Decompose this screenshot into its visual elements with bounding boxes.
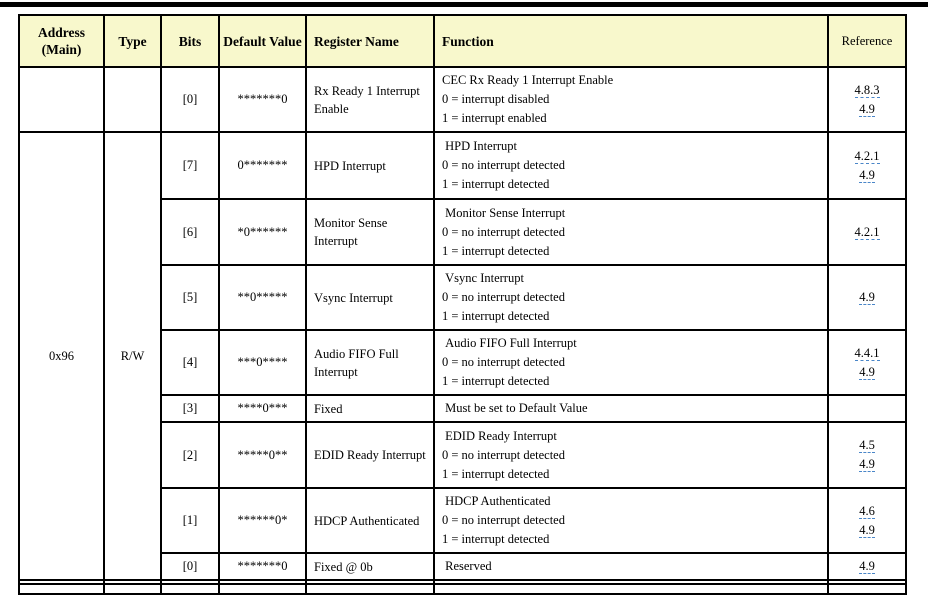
bits-cell: [3] <box>161 395 219 422</box>
bits-cell: [5] <box>161 265 219 330</box>
header-default-value: Default Value <box>219 15 306 67</box>
reference-link[interactable]: 4.4.1 <box>854 345 880 360</box>
table-row <box>19 132 906 199</box>
header-bits: Bits <box>161 15 219 67</box>
default-value-cell: ****0*** <box>219 395 306 422</box>
header-reference: Reference <box>828 15 906 67</box>
bits-cell: [2] <box>161 422 219 488</box>
reference-cell <box>828 265 906 330</box>
reference-cell <box>828 488 906 553</box>
reference-cell <box>828 199 906 265</box>
reference-link[interactable]: 4.2.1 <box>854 224 880 239</box>
default-value-cell: *******0 <box>219 67 306 132</box>
bits-cell: [0] <box>161 67 219 132</box>
function-line: 0 = no interrupt detected <box>442 290 565 304</box>
reference-link[interactable]: 4.9 <box>859 364 875 379</box>
reference-link[interactable]: 4.9 <box>859 167 875 182</box>
function-line: Must be set to Default Value <box>442 401 588 415</box>
function-cell <box>434 265 828 330</box>
register-name-cell: Rx Ready 1 Interrupt Enable <box>306 67 434 132</box>
bits-cell: [0] <box>161 553 219 580</box>
function-line: 0 = no interrupt detected <box>442 513 565 527</box>
table-header-row <box>19 15 906 67</box>
register-map-table <box>18 14 907 595</box>
bits-cell: [1] <box>161 488 219 553</box>
function-line: Reserved <box>442 559 492 573</box>
reference-cell <box>828 553 906 580</box>
page-top-rule <box>0 2 928 7</box>
function-line: 0 = no interrupt detected <box>442 447 565 462</box>
header-address: Address (Main) <box>19 15 104 67</box>
register-name-cell: Fixed <box>306 395 434 422</box>
reference-cell <box>828 67 906 132</box>
reference-link[interactable]: 4.9 <box>859 559 875 573</box>
header-type: Type <box>104 15 161 67</box>
bits-cell: [4] <box>161 330 219 395</box>
function-cell <box>434 67 828 132</box>
default-value-cell: **0***** <box>219 265 306 330</box>
default-value-cell: *******0 <box>219 553 306 580</box>
partial-row <box>19 584 906 594</box>
bits-cell: [7] <box>161 132 219 199</box>
function-cell <box>434 199 828 265</box>
function-line: 0 = no interrupt detected <box>442 355 565 369</box>
function-line: 1 = interrupt enabled <box>442 111 547 125</box>
register-name-cell: Vsync Interrupt <box>306 265 434 330</box>
default-value-cell: *0****** <box>219 199 306 265</box>
reference-link[interactable]: 4.9 <box>859 290 875 304</box>
register-name-cell: Fixed @ 0b <box>306 553 434 580</box>
table-row <box>19 67 906 132</box>
function-line: 1 = interrupt detected <box>442 466 550 481</box>
reference-link[interactable]: 4.6 <box>859 503 875 518</box>
default-value-cell: ***0**** <box>219 330 306 395</box>
bits-cell: [6] <box>161 199 219 265</box>
function-line: HDCP Authenticated <box>442 494 551 508</box>
function-line: Audio FIFO Full Interrupt <box>442 336 577 350</box>
default-value-cell: ******0* <box>219 488 306 553</box>
register-name-cell: EDID Ready Interrupt <box>306 422 434 488</box>
type-cell <box>104 67 161 132</box>
reference-link[interactable]: 4.9 <box>859 522 875 537</box>
reference-link[interactable]: 4.5 <box>859 438 875 452</box>
function-line: Monitor Sense Interrupt <box>442 205 566 220</box>
type-cell: R/W <box>104 132 161 580</box>
register-name-cell: Monitor Sense Interrupt <box>306 199 434 265</box>
address-cell <box>19 67 104 132</box>
header-function: Function <box>434 15 828 67</box>
function-cell <box>434 422 828 488</box>
function-line: 1 = interrupt detected <box>442 374 550 388</box>
reference-link[interactable]: 4.8.3 <box>854 82 880 97</box>
reference-link[interactable]: 4.9 <box>859 101 875 116</box>
function-cell <box>434 330 828 395</box>
reference-cell <box>828 132 906 199</box>
function-line: 1 = interrupt detected <box>442 243 550 258</box>
function-line: 1 = interrupt detected <box>442 532 550 546</box>
function-cell <box>434 488 828 553</box>
address-cell: 0x96 <box>19 132 104 580</box>
function-line: 1 = interrupt detected <box>442 177 550 191</box>
register-name-cell: HDCP Authenticated <box>306 488 434 553</box>
reference-cell <box>828 422 906 488</box>
reference-cell <box>828 330 906 395</box>
function-cell <box>434 395 828 422</box>
default-value-cell: *****0** <box>219 422 306 488</box>
function-cell <box>434 132 828 199</box>
function-line: EDID Ready Interrupt <box>442 428 557 443</box>
function-line: Vsync Interrupt <box>442 271 524 285</box>
function-line: 0 = no interrupt detected <box>442 158 565 172</box>
function-line: 0 = no interrupt detected <box>442 224 565 239</box>
function-line: HPD Interrupt <box>442 139 517 153</box>
default-value-cell: 0******* <box>219 132 306 199</box>
reference-link[interactable]: 4.2.1 <box>854 148 880 163</box>
function-line: 0 = interrupt disabled <box>442 92 550 106</box>
header-register-name: Register Name <box>306 15 434 67</box>
function-cell <box>434 553 828 580</box>
register-name-cell: HPD Interrupt <box>306 132 434 199</box>
function-line: 1 = interrupt detected <box>442 309 550 323</box>
register-name-cell: Audio FIFO Full Interrupt <box>306 330 434 395</box>
reference-link[interactable]: 4.9 <box>859 457 875 471</box>
function-line: CEC Rx Ready 1 Interrupt Enable <box>442 73 614 87</box>
reference-cell <box>828 395 906 422</box>
